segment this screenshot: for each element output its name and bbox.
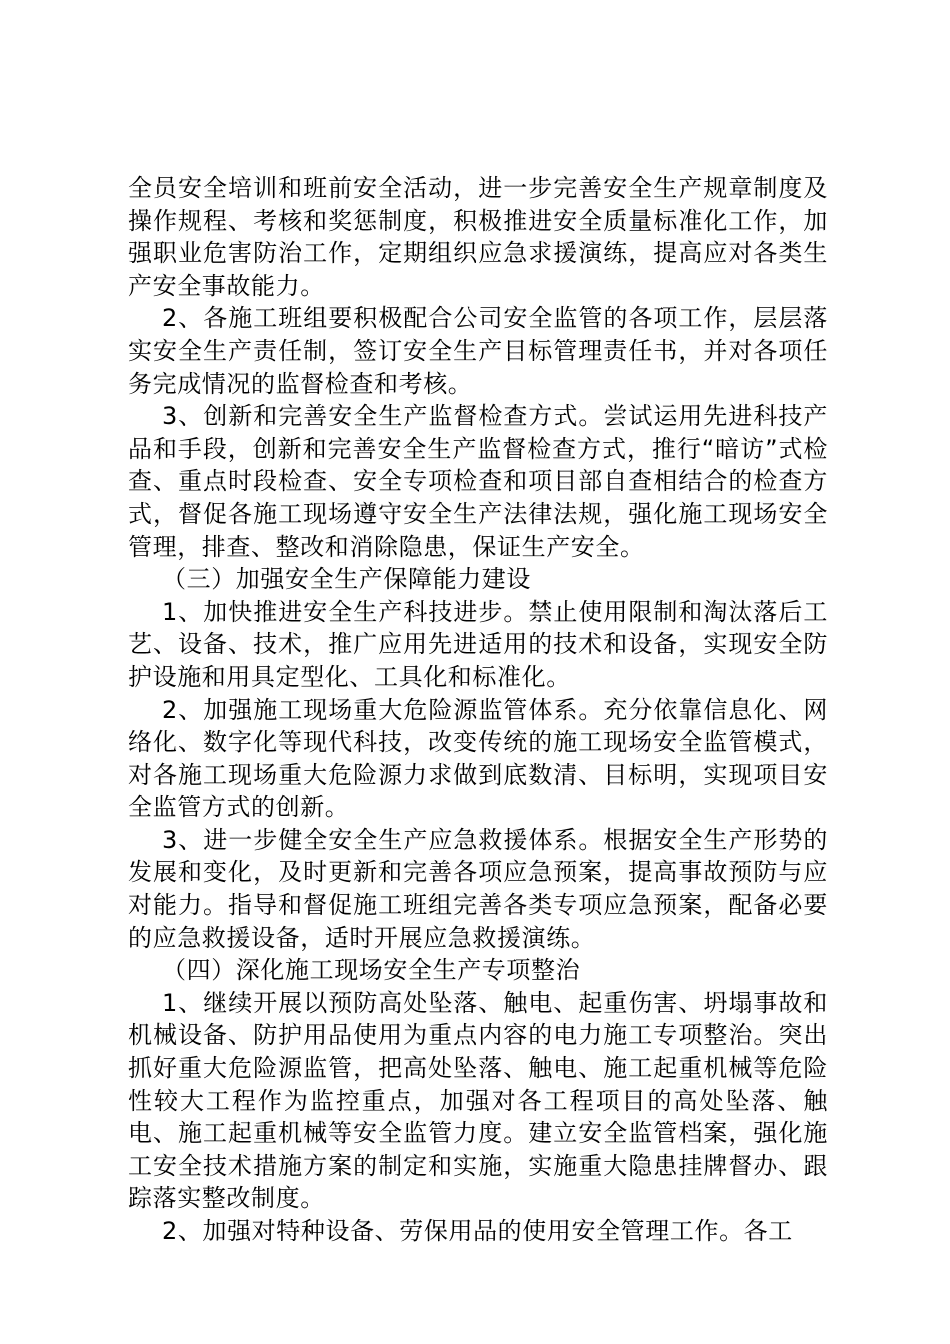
paragraph-4: 1、加快推进安全生产科技进步。禁止使用限制和淘汰落后工艺、设备、技术，推广应用先进适用的技术和设备，实现安全防护设施和用具定型化、工具化和标准化。 (128, 597, 828, 691)
paragraph-1: 全员安全培训和班前安全活动，进一步完善安全生产规章制度及操作规程、考核和奖惩制度，积极推进安全质量标准化工作，加强职业危害防治工作，定期组织应急求援演练，提高应对各类生产安全事故能力。 (128, 174, 828, 300)
section-heading-3: （三）加强安全生产保障能力建设 (162, 565, 531, 594)
paragraph-7: 1、继续开展以预防高处坠落、触电、起重伤害、坍塌事故和机械设备、防护用品使用为重点内容的电力施工专项整治。突出抓好重大危险源监管，把高处坠落、触电、施工起重机械等危险性较大工程作为监控重点，加强对各工程项目的高处坠落、触电、施工起重机械等安全监管力度。建立安全监管档案，强化施工安全技术措施方案的制定和实施，实施重大隐患挂牌督办、跟踪落实整改制度。 (128, 988, 828, 1213)
paragraph-5: 2、加强施工现场重大危险源监管体系。充分依靠信息化、网络化、数字化等现代科技，改变传统的施工现场安全监管模式，对各施工现场重大危险源力求做到底数清、目标明，实现项目安全监管方式的创新。 (128, 695, 828, 822)
section-heading-4: （四）深化施工现场安全生产专项整治 (162, 956, 581, 985)
paragraph-2: 2、各施工班组要积极配合公司安全监管的各项工作，层层落实安全生产责任制，签订安全生产目标管理责任书，并对各项任务完成情况的监督检查和考核。 (128, 304, 828, 398)
document-page (128, 172, 828, 1248)
paragraph-3: 3、创新和完善安全生产监督检查方式。尝试运用先进科技产品和手段，创新和完善安全生产监督检查方式，推行“暗访”式检查、重点时段检查、安全专项检查和项目部自查相结合的检查方式，督促各施工现场遵守安全生产法律法规，强化施工现场安全管理，排查、整改和消除隐患，保证生产安全。 (128, 402, 828, 561)
paragraph-6: 3、进一步健全安全生产应急救援体系。根据安全生产形势的发展和变化，及时更新和完善各项应急预案，提高事故预防与应对能力。指导和督促施工班组完善各类专项应急预案，配备必要的应急救援设备，适时开展应急救援演练。 (128, 825, 828, 952)
paragraph-8: 2、加强对特种设备、劳保用品的使用安全管理工作。各工 (162, 1217, 793, 1245)
